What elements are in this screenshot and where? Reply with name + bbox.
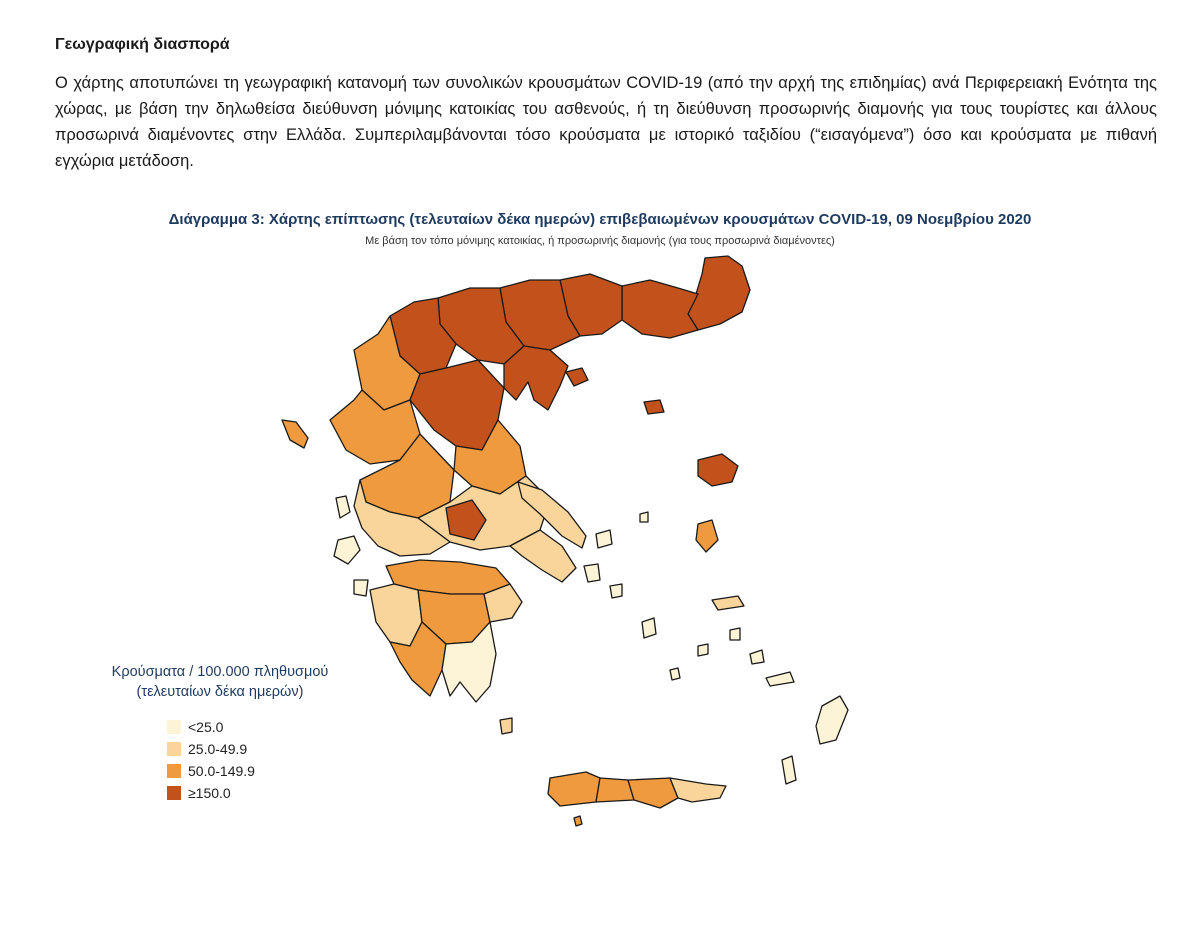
island-kalymnos: [750, 650, 764, 664]
island-samothrace: [644, 400, 664, 414]
island-kythira: [500, 718, 512, 734]
legend-label: 25.0-49.9: [188, 741, 248, 757]
region-crete-chania: [548, 772, 600, 806]
region-thrace-central: [622, 280, 698, 338]
island-zakynthos: [354, 580, 368, 596]
island-lefkada: [336, 496, 350, 518]
island-kefalonia: [334, 536, 360, 564]
island-small-2: [698, 644, 708, 656]
island-andros: [584, 564, 600, 582]
island-naxos: [642, 618, 656, 638]
legend-item-high: [167, 782, 365, 804]
island-gavdos: [574, 816, 582, 826]
legend-swatch: [167, 742, 181, 756]
island-small-3: [730, 628, 740, 640]
legend-item-mid-high: [167, 760, 365, 782]
legend-label: 50.0-149.9: [188, 763, 255, 779]
legend-label: <25.0: [188, 719, 224, 735]
island-tinos: [610, 584, 622, 598]
island-karpathos: [782, 756, 796, 784]
legend-title-line2: (τελευταίων δέκα ημερών): [136, 684, 304, 700]
legend-swatch: [167, 786, 181, 800]
island-skyros: [596, 530, 612, 548]
legend-items: [167, 716, 365, 804]
island-lesvos: [698, 454, 738, 486]
region-thrace-east: [688, 256, 750, 330]
island-kos: [766, 672, 794, 686]
island-thasos: [566, 368, 588, 386]
region-crete-lasithi: [670, 778, 726, 802]
island-samos: [712, 596, 744, 610]
legend-swatch: [167, 720, 181, 734]
figure-title: Διάγραμμα 3: Χάρτης επίπτωσης (τελευταίων δέκα ημερών) επιβεβαιωμένων κρουσμάτων COVID-19, 09 Νοεμβρίου 2020: [168, 211, 1032, 228]
region-crete-heraklion: [628, 778, 678, 808]
island-corfu: [282, 420, 308, 448]
island-small-4: [640, 512, 648, 522]
island-small-1: [670, 668, 680, 680]
legend-title-line1: Κρούσματα / 100.000 πληθυσμού: [111, 664, 329, 680]
figure-subtitle: Με βάση τον τόπο μόνιμης κατοικίας, ή προσωρινής διαμονής (για τους προσωρινά διαμένοντες): [365, 235, 835, 247]
island-rhodes: [816, 696, 848, 744]
map-legend: [75, 662, 365, 804]
legend-label: ≥150.0: [188, 785, 231, 801]
legend-swatch: [167, 764, 181, 778]
section-heading: Γεωγραφική διασπορά: [55, 36, 230, 53]
intro-paragraph: Ο χάρτης αποτυπώνει τη γεωγραφική κατανομή των συνολικών κρουσμάτων COVID-19 (από την αρχή της επιδημίας) ανά Περιφερειακή Ενότητα της χώρας, με βάση την δηλωθείσα διεύθυνση μόνιμης κατοικίας του ασθενούς, ή τη διεύθυνση προσωρινής διαμονής για τους τουρίστες και άλλους προσωρινά διαμένοντες στην Ελλάδα. Συμπεριλαμβάνονται τόσο κρούσματα με ιστορικό ταξιδίου (“εισαγόμενα”) όσο και κρούσματα με πιθανή εγχώρια μετάδοση.: [55, 74, 1157, 170]
legend-item-mid-low: [167, 738, 365, 760]
region-chalkidiki: [504, 346, 568, 410]
island-chios: [696, 520, 718, 552]
legend-item-low: [167, 716, 365, 738]
